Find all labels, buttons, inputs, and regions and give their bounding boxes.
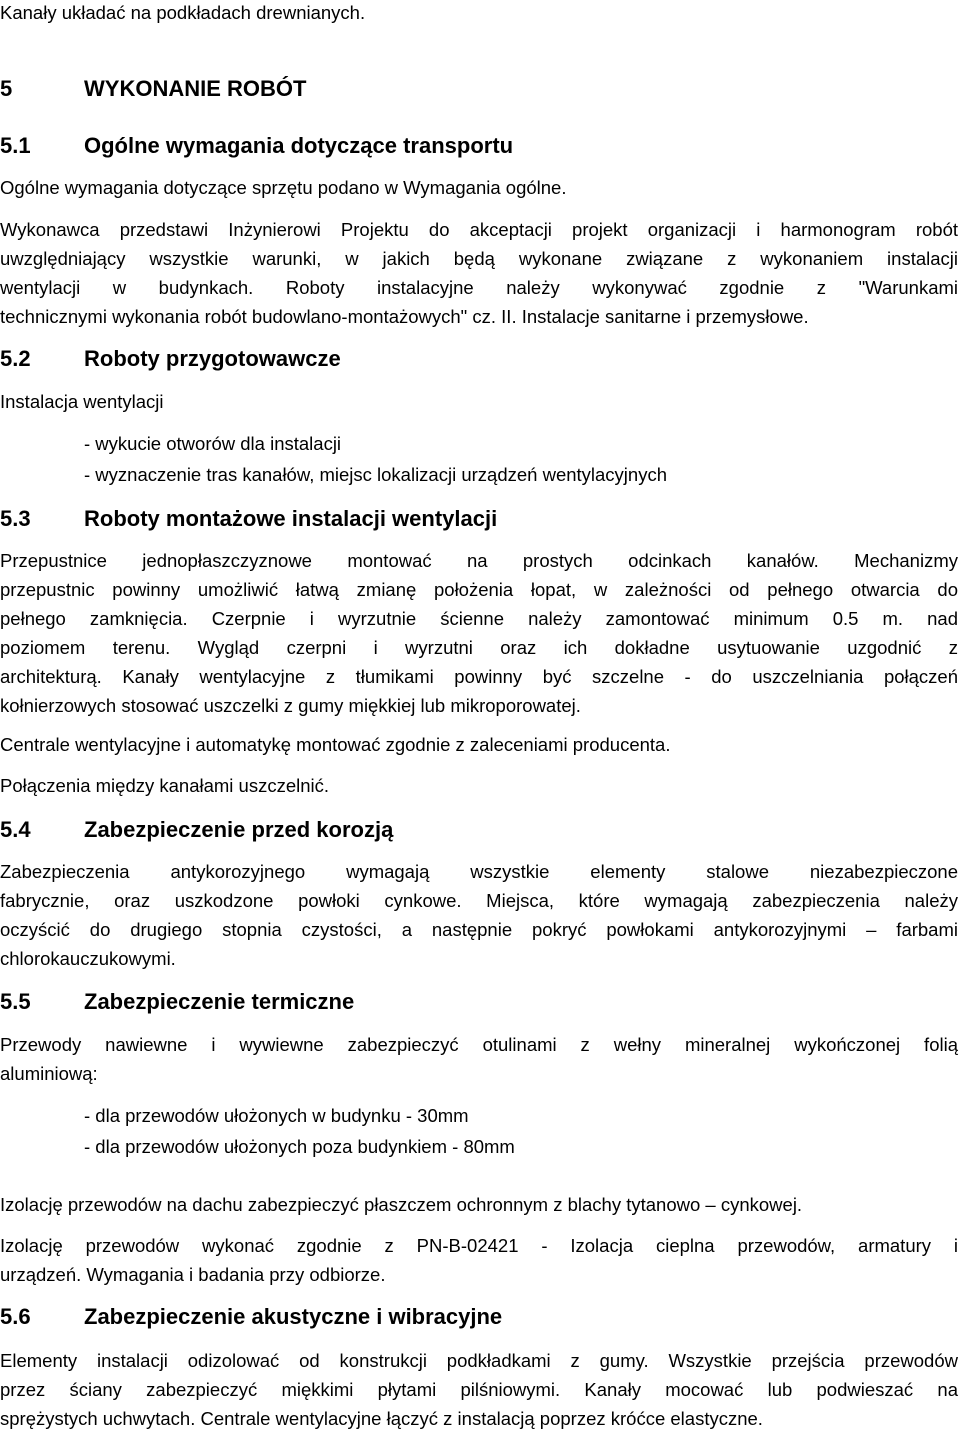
list-item: - dla przewodów ułożonych poza budynkiem - 80mm <box>84 1136 515 1157</box>
section-heading-5-1 <box>0 133 958 159</box>
section-number: 5.3 <box>0 506 31 531</box>
paragraph: Ogólne wymagania dotyczące sprzętu podano w Wymagania ogólne. <box>0 177 567 198</box>
text-line: Izolację przewodów wykonać zgodnie z PN-B-02421 - Izolacja cieplna przewodów, armatury i <box>0 1235 958 1256</box>
section-number: 5.5 <box>0 989 31 1014</box>
list-item: - wykucie otworów dla instalacji <box>84 433 342 454</box>
section-number: 5.4 <box>0 817 31 842</box>
paragraph: Połączenia między kanałami uszczelnić. <box>0 775 330 796</box>
text-line: aluminiową: <box>0 1063 98 1084</box>
section-title: Ogólne wymagania dotyczące transportu <box>84 133 514 158</box>
text-line: wentylacji w budynkach. Roboty instalacyjne należy wykonywać zgodnie z "Warunkami <box>0 277 958 298</box>
text-line: Zabezpieczenia antykorozyjnego wymagają wszystkie elementy stalowe niezabezpieczone <box>0 861 958 882</box>
text-line: fabrycznie, oraz uszkodzone powłoki cynkowe. Miejsca, które wymagają zabezpieczenia należy <box>0 890 958 911</box>
section-title: Zabezpieczenie termiczne <box>84 989 355 1014</box>
paragraph: Izolację przewodów na dachu zabezpieczyć płaszczem ochronnym z blachy tytanowo – cynkowej. <box>0 1194 803 1215</box>
section-number: 5.1 <box>0 133 31 158</box>
paragraph: Instalacja wentylacji <box>0 391 164 412</box>
paragraph: Centrale wentylacyjne i automatykę montować zgodnie z zaleceniami producenta. <box>0 734 671 755</box>
text-line: sprężystych uchwytach. Centrale wentylacyjne łączyć z instalacją poprzez króćce elastyczne. <box>0 1408 763 1429</box>
section-title: WYKONANIE ROBÓT <box>84 76 307 101</box>
list-item: - dla przewodów ułożonych w budynku - 30mm <box>84 1105 469 1126</box>
text-line: architekturą. Kanały wentylacyjne z tłumikami powinny być szczelne - do uszczelniania połączeń <box>0 666 958 687</box>
section-title: Roboty przygotowawcze <box>84 346 341 371</box>
text-line: Przewody nawiewne i wywiewne zabezpieczyć otulinami z wełny mineralnej wykończonej folią <box>0 1034 958 1055</box>
text-line: urządzeń. Wymagania i badania przy odbiorze. <box>0 1264 386 1285</box>
text-line: przepustnic powinny umożliwić łatwą zmianę położenia łopat, w zależności od pełnego otwarcia do <box>0 579 958 600</box>
section-heading-5-4 <box>0 817 958 843</box>
text-line: poziomem terenu. Wygląd czerpni i wyrzutni oraz ich dokładne usytuowanie uzgodnić z <box>0 637 958 658</box>
section-heading-5 <box>0 76 958 102</box>
section-number: 5.6 <box>0 1304 31 1329</box>
section-number: 5 <box>0 76 13 101</box>
text-line: Wykonawca przedstawi Inżynierowi Projektu do akceptacji projekt organizacji i harmonogram robót <box>0 219 958 240</box>
text-line: uwzględniający wszystkie warunki, w jakich będą wykonane związane z wykonaniem instalacji <box>0 248 958 269</box>
section-heading-5-2 <box>0 346 958 372</box>
section-number: 5.2 <box>0 346 31 371</box>
section-heading-5-6 <box>0 1304 958 1330</box>
section-heading-5-5 <box>0 989 958 1015</box>
text-line: technicznymi wykonania robót budowlano-montażowych" cz. II. Instalacje sanitarne i przemysłowe. <box>0 306 809 327</box>
text-line: Kanały układać na podkładach drewnianych. <box>0 2 366 23</box>
section-heading-5-3 <box>0 506 958 532</box>
text-line: Przepustnice jednopłaszczyznowe montować na prostych odcinkach kanałów. Mechanizmy <box>0 550 958 571</box>
text-line: chlorokauczukowymi. <box>0 948 176 969</box>
text-line: Elementy instalacji odizolować od konstrukcji podkładkami z gumy. Wszystkie przejścia przewodów <box>0 1350 958 1371</box>
text-line: przez ściany zabezpieczyć miękkimi płytami pilśniowymi. Kanały mocować lub podwieszać na <box>0 1379 958 1400</box>
text-line: kołnierzowych stosować uszczelki z gumy miękkiej lub mikroporowatej. <box>0 695 581 716</box>
section-title: Zabezpieczenie akustyczne i wibracyjne <box>84 1304 503 1329</box>
section-title: Roboty montażowe instalacji wentylacji <box>84 506 498 531</box>
text-line: pełnego zamknięcia. Czerpnie i wyrzutnie ścienne należy zamontować minimum 0.5 m. nad <box>0 608 958 629</box>
text-line: oczyścić do drugiego stopnia czystości, a następnie pokryć powłokami antykorozyjnymi – farbami <box>0 919 958 940</box>
list-item: - wyznaczenie tras kanałów, miejsc lokalizacji urządzeń wentylacyjnych <box>84 464 667 485</box>
section-title: Zabezpieczenie przed korozją <box>84 817 394 842</box>
